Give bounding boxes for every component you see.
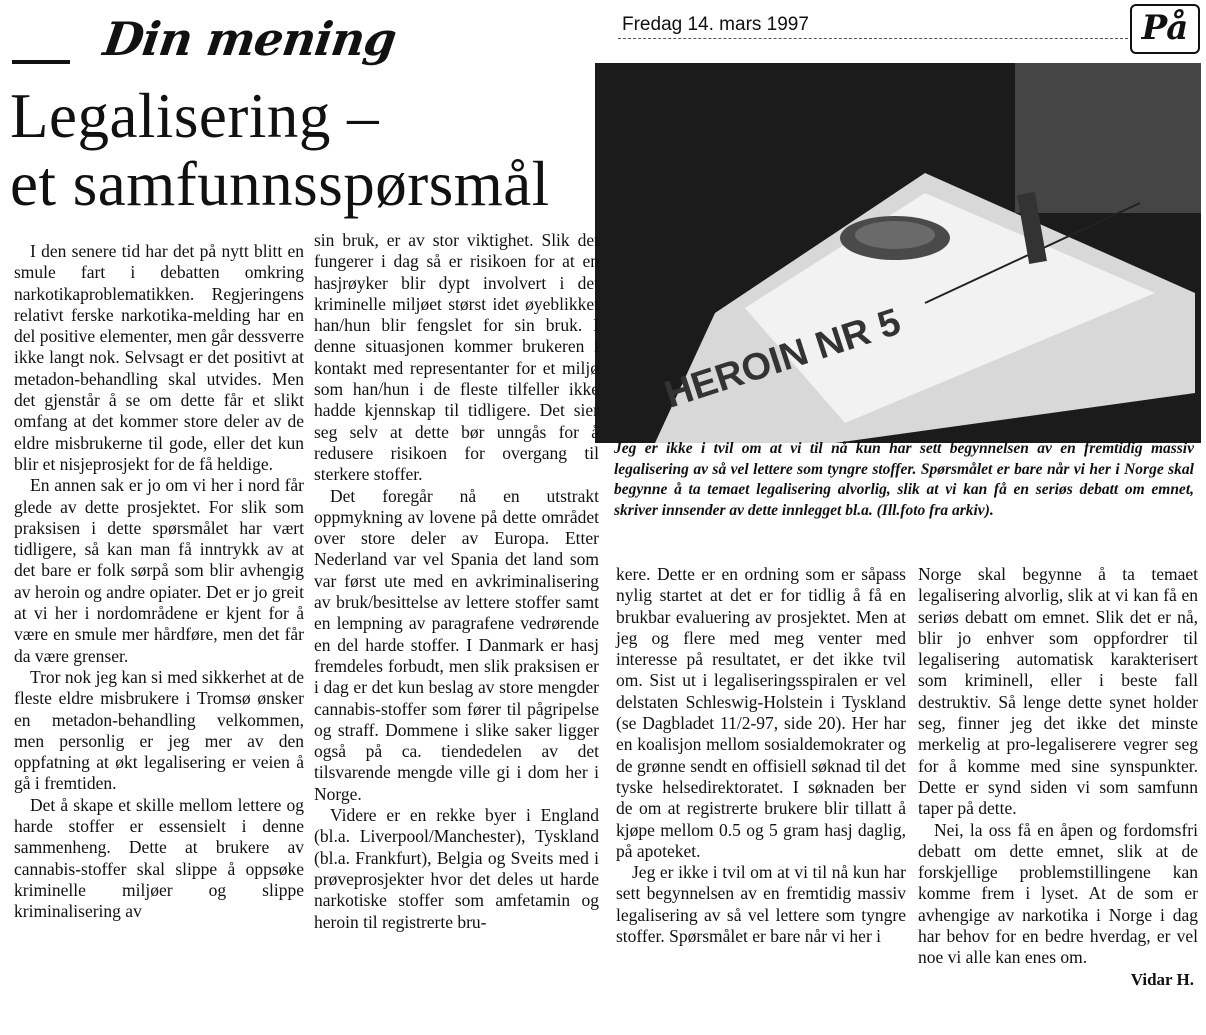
article-headline: [10, 82, 600, 218]
section-rule: [12, 60, 70, 64]
date-rule: [618, 38, 1128, 39]
article-column-1: [14, 241, 304, 923]
article-column-2: [314, 230, 599, 933]
photo-illustration: [595, 63, 1201, 443]
photo-caption: Jeg er ikke i tvil om at vi til nå kun har sett begynnelsen av en fremtidig massiv legalisering av så vel lettere som tyngre stoffer. Spørsmålet er bare når vi her i Norge skal begynne å ta temaet legalisering alvorlig, slik at vi kan få en seriøs debatt om emnet, skriver innsender av dette innlegget bl.a. (Ill.foto fra arkiv).: [614, 440, 1194, 519]
newspaper-logo: På: [1130, 4, 1200, 54]
paragraph: Det foregår nå en utstrakt oppmykning av lovene på dette området over store deler av Europa. Etter Nederland var vel Spania det land som var først ute med en avkriminalisering av bruk/besittelse av lettere stoffer samt en lempning av paragrafene vedrørende en del harde stoffer. I Danmark er hasj fremdeles forbudt, men slik praksisen er i dag er det kun beslag av store mengder cannabis-stoffer som fører til pågripelse og straff. Dommene i slike saker ligger også på ca. tiendedelen av det tilsvarende mengde ville gi i dom her i Norge.: [314, 485, 599, 804]
paragraph: kere. Dette er en ordning som er såpass nylig startet at det er for tidlig å få en brukbar evaluering av prosjektet. Men at jeg og flere med meg venter med interesse på resultatet, er det ikke tvil om. Sist ut i legaliseringsspiralen er vel delstaten Schleswig-Holstein i Tyskland (se Dagbladet 11/2-97, side 20). Her har en koalisjon mellom sosialdemokrater og de grønne sendt en offisiell søknad til det tyske helsedirektoratet. I søknaden ber de om at registrerte brukere blir tillatt å kjøpe mellom 0.5 og 5 gram hasj daglig, på apoteket.: [616, 564, 906, 861]
article-column-4: [918, 564, 1198, 990]
paragraph: Nei, la oss få en åpen og fordomsfri debatt om dette emnet, slik at de forskjellige problemstillingene kan komme frem i lyset. At de som er avhengige av narkotika i Norge i dag har behov for en bedre hverdag, er vel noe vi alle kan enes om.: [918, 819, 1198, 968]
paragraph: En annen sak er jo om vi her i nord får glede av dette prosjektet. For slik som praksisen i dette spørsmålet har vært tidligere, så kan man få inntrykk av at det bare er folk sørpå som blir avhengig av heroin og andre opiater. Det er jo greit at vi her i nordområdene er kjent for å være en smule mer hårdføre, men det får da være grenser.: [14, 475, 304, 666]
paragraph: Det å skape et skille mellom lettere og harde stoffer er essensielt i denne sammenheng. Dette at brukere av cannabis-stoffer skal slippe å oppsøke kriminelle miljøer og slippe kriminalisering av: [14, 794, 304, 922]
issue-date: Fredag 14. mars 1997: [622, 14, 809, 35]
article-column-3: [616, 564, 906, 947]
paragraph: Tror nok jeg kan si med sikkerhet at de fleste eldre misbrukere i Tromsø ønsker en metadon-behandling velkommen, men personlig er jeg mer av den oppfatning at økt legalisering er veien å gå i fremtiden.: [14, 666, 304, 794]
paragraph: Jeg er ikke i tvil om at vi til nå kun har sett begynnelsen av en fremtidig massiv legalisering av så vel lettere som tyngre stoffer. Spørsmålet er bare når vi her i: [616, 862, 906, 947]
paragraph: I den senere tid har det på nytt blitt en smule fart i debatten omkring narkotikaproblematikken. Regjeringens relativt ferske narkotika-melding har en del positive elementer, men går dessverre ikke langt nok. Selvsagt er det positivt at metadon-behandling skal utvides. Men det gjenstår å se om dette får et slikt omfang at det kommer store deler av de eldre misbrukerne til gode, eller det kun blir et nisjeprosjekt for de få heldige.: [14, 241, 304, 474]
paragraph: Videre er en rekke byer i England (bl.a. Liverpool/Manchester), Tyskland (bl.a. Frankfurt), Belgia og Sveits med i prøveprosjekter hvor det deles ut harde narkotiske stoffer som amfetamin og heroin til registrerte bru-: [314, 805, 599, 932]
author-signature: Vidar H.: [1130, 969, 1194, 989]
paragraph: sin bruk, er av stor viktighet. Slik det fungerer i dag så er risikoen for at en hasjrøyker blir dypt involvert i det kriminelle miljøet størst idet øyeblikket han/hun blir fengslet for sin bruk. I denne situasjonen kommer brukeren i kontakt med representanter for et miljø som han/hun i de fleste tilfeller ikke hadde kjennskap til tidligere. Det sier seg selv at dette bør unngås for å redusere risikoen for overgang til sterkere stoffer.: [314, 230, 599, 485]
paragraph: Norge skal begynne å ta temaet legalisering alvorlig, slik at vi kan få en seriøs debatt om emnet. Slik det er nå, blir jo enhver som oppfordrer til legalisering automatisk karakterisert som kriminell, eller i beste fall destruktiv. Så lenge dette synet holder seg, finner jeg det ikke det minste merkelig at pro-legaliserere vegrer seg for å komme med sine synspunkter. Dette er synd siden vi som samfunn taper på dette.: [918, 564, 1198, 819]
article-photo: [595, 63, 1201, 443]
headline-line-1: Legalisering –: [10, 81, 380, 151]
headline-line-2: et samfunnsspørsmål: [10, 149, 550, 219]
photo-label-text: HEROIN NR 5: [659, 300, 906, 417]
section-title: Din mening: [100, 12, 400, 66]
